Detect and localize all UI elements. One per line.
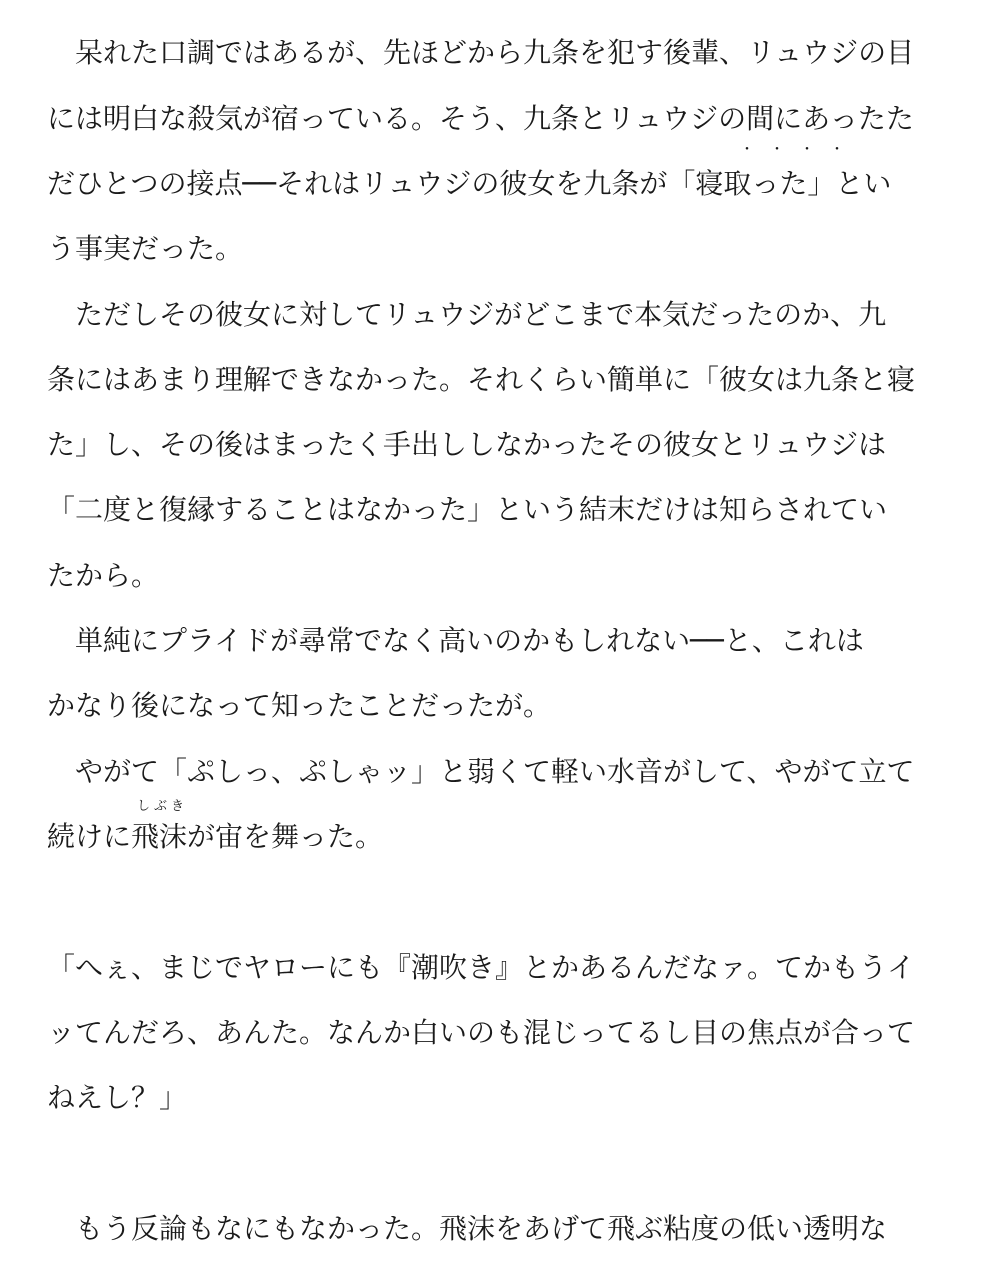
text-line: ッてんだろ、あんた。なんか白いのも混じってるし目の焦点が合って xyxy=(47,1016,916,1049)
text-line: 「へぇ、まじでヤローにも『潮吹き』とかあるんだなァ。てかもうイ xyxy=(47,951,916,984)
text-line: 条にはあまり理解できなかった。それくらい簡単に「彼女は九条と寝 xyxy=(47,363,916,396)
emphasis-marks: ・・・・ xyxy=(740,142,860,158)
text-line: ただしその彼女に対してリュウジがどこまで本気だったのか、九 xyxy=(47,298,887,331)
text-line: だひとつの接点──それはリュウジの彼女を九条が「寝取った」とい xyxy=(47,167,892,200)
text-line: う事実だった。 xyxy=(47,232,244,265)
text-line: 呆れた口調ではあるが、先ほどから九条を犯す後輩、リュウジの目 xyxy=(47,36,915,69)
text-line: 単純にプライドが尋常でなく高いのかもしれない──と、これは xyxy=(47,624,864,657)
text-line: た」し、その後はまったく手出ししなかったその彼女とリュウジは xyxy=(47,428,887,461)
text-line: やがて「ぷしっ、ぷしゃッ」と弱くて軽い水音がして、やがて立て xyxy=(47,755,915,788)
text-line: には明白な殺気が宿っている。そう、九条とリュウジの間にあったた xyxy=(47,102,914,135)
text-line: たから。 xyxy=(47,559,160,592)
text-line: 続けに飛沫が宙を舞った。 xyxy=(47,820,384,853)
text-line: もう反論もなにもなかった。飛沫をあげて飛ぶ粘度の低い透明な xyxy=(47,1212,888,1245)
text-line: ねえし？」 xyxy=(47,1081,188,1114)
ruby-reading: しぶき xyxy=(137,799,189,814)
text-line: 「二度と復縁することはなかった」という結末だけは知らされてい xyxy=(47,493,888,526)
text-line: かなり後になって知ったことだったが。 xyxy=(47,689,552,722)
